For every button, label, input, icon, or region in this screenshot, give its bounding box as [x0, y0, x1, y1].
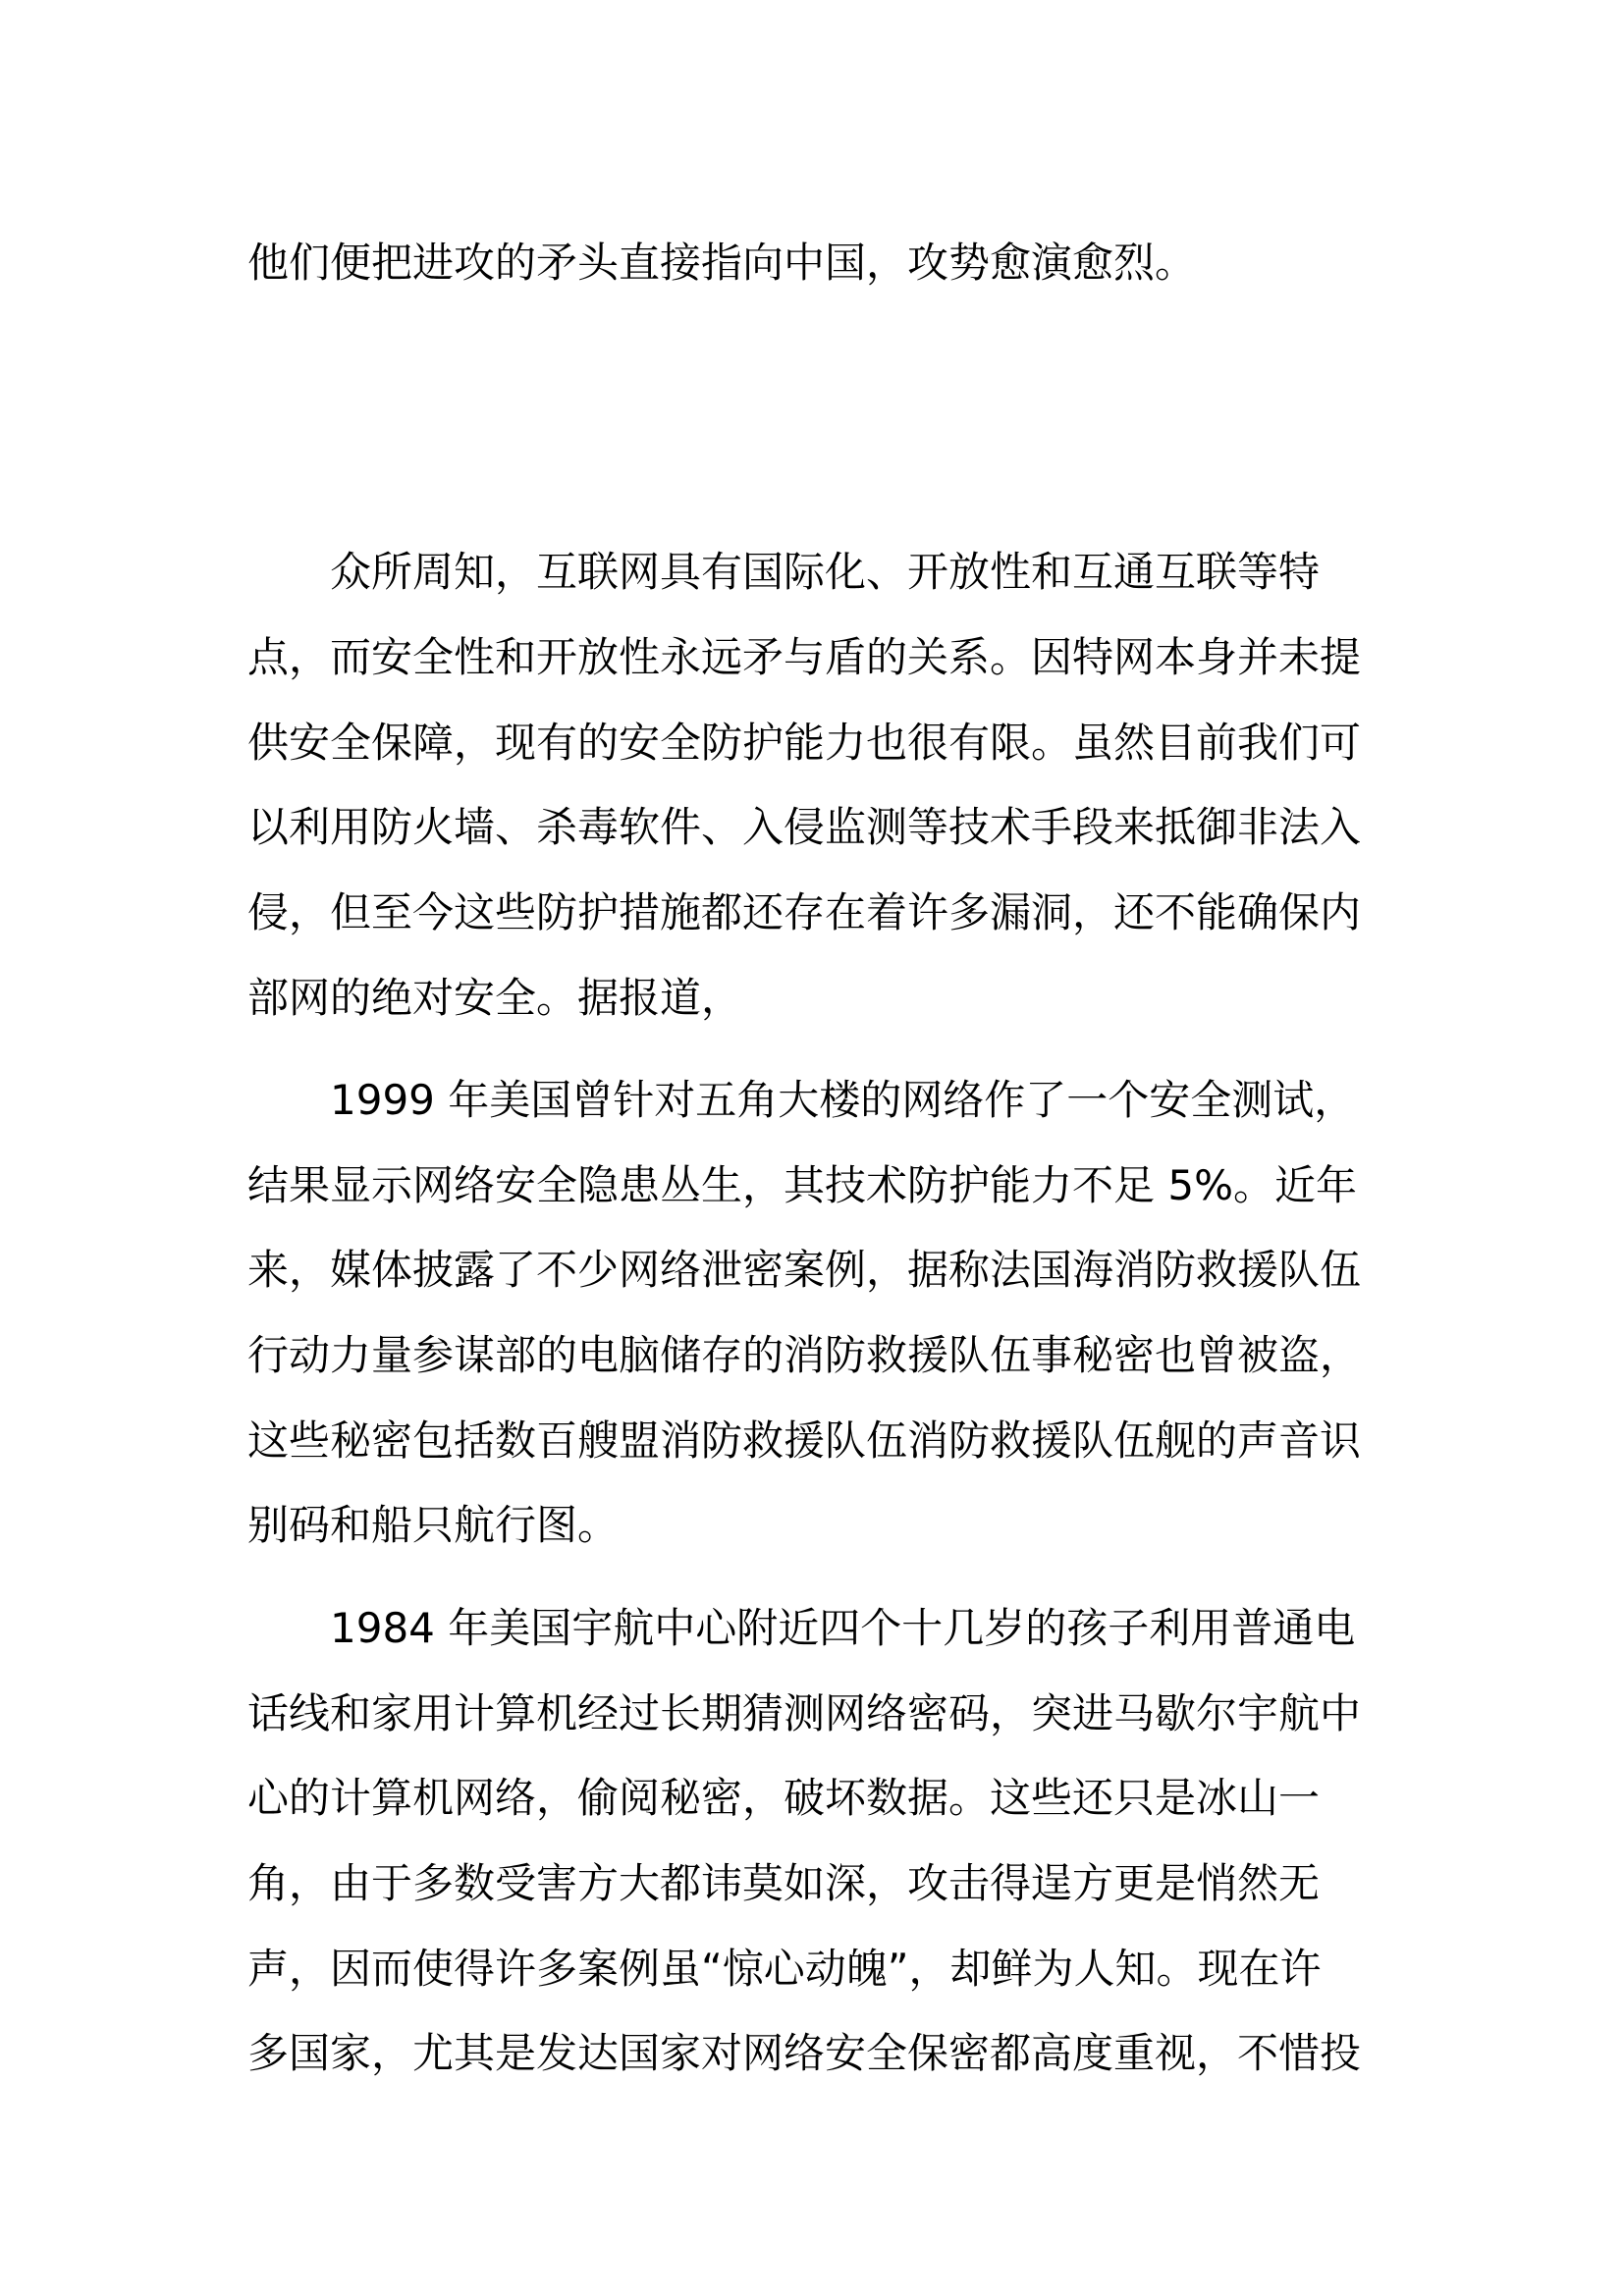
text-line-14: 1984 年美国宇航中心附近四个十几岁的孩子利用普通电	[330, 1604, 1356, 1652]
text-line-17: 角，由于多数受害方大都讳莫如深，攻击得逞方更是悄然无	[247, 1859, 1321, 1907]
text-line-9: 结果显示网络安全隐患丛生，其技术防护能力不足 5%。近年	[247, 1161, 1357, 1209]
text-line-1: 他们便把进攻的矛头直接指向中国，攻势愈演愈烈。	[247, 239, 1197, 287]
text-line-7: 部网的绝对安全。据报道，	[247, 974, 743, 1022]
text-line-3: 点，而安全性和开放性永远矛与盾的关系。因特网本身并未提	[247, 633, 1362, 681]
text-line-12: 这些秘密包括数百艘盟消防救援队伍消防救援队伍舰的声音识	[247, 1416, 1362, 1465]
text-line-19: 多国家，尤其是发达国家对网络安全保密都高度重视，不惜投	[247, 2029, 1362, 2077]
text-line-8: 1999 年美国曾针对五角大楼的网络作了一个安全测试，	[330, 1076, 1356, 1124]
text-line-6: 侵，但至今这些防护措施都还存在着许多漏洞，还不能确保内	[247, 888, 1362, 936]
text-line-13: 别码和船只航行图。	[247, 1501, 620, 1549]
text-line-15: 话线和家用计算机经过长期猜测网络密码，突进马歇尔宇航中	[247, 1689, 1362, 1737]
text-line-11: 行动力量参谋部的电脑储存的消防救援队伍事秘密也曾被盗，	[247, 1331, 1362, 1379]
text-line-4: 供安全保障，现有的安全防护能力也很有限。虽然目前我们可	[247, 719, 1362, 767]
text-line-16: 心的计算机网络，偷阅秘密，破坏数据。这些还只是冰山一	[247, 1774, 1321, 1822]
text-line-10: 来，媒体披露了不少网络泄密案例，据称法国海消防救援队伍	[247, 1246, 1362, 1294]
text-line-18: 声，因而使得许多案例虽“惊心动魄”，却鲜为人知。现在许	[247, 1945, 1322, 1993]
text-line-5: 以利用防火墙、杀毒软件、入侵监测等技术手段来抵御非法入	[247, 803, 1362, 851]
text-line-2: 众所周知，互联网具有国际化、开放性和互通互联等特	[330, 548, 1321, 596]
